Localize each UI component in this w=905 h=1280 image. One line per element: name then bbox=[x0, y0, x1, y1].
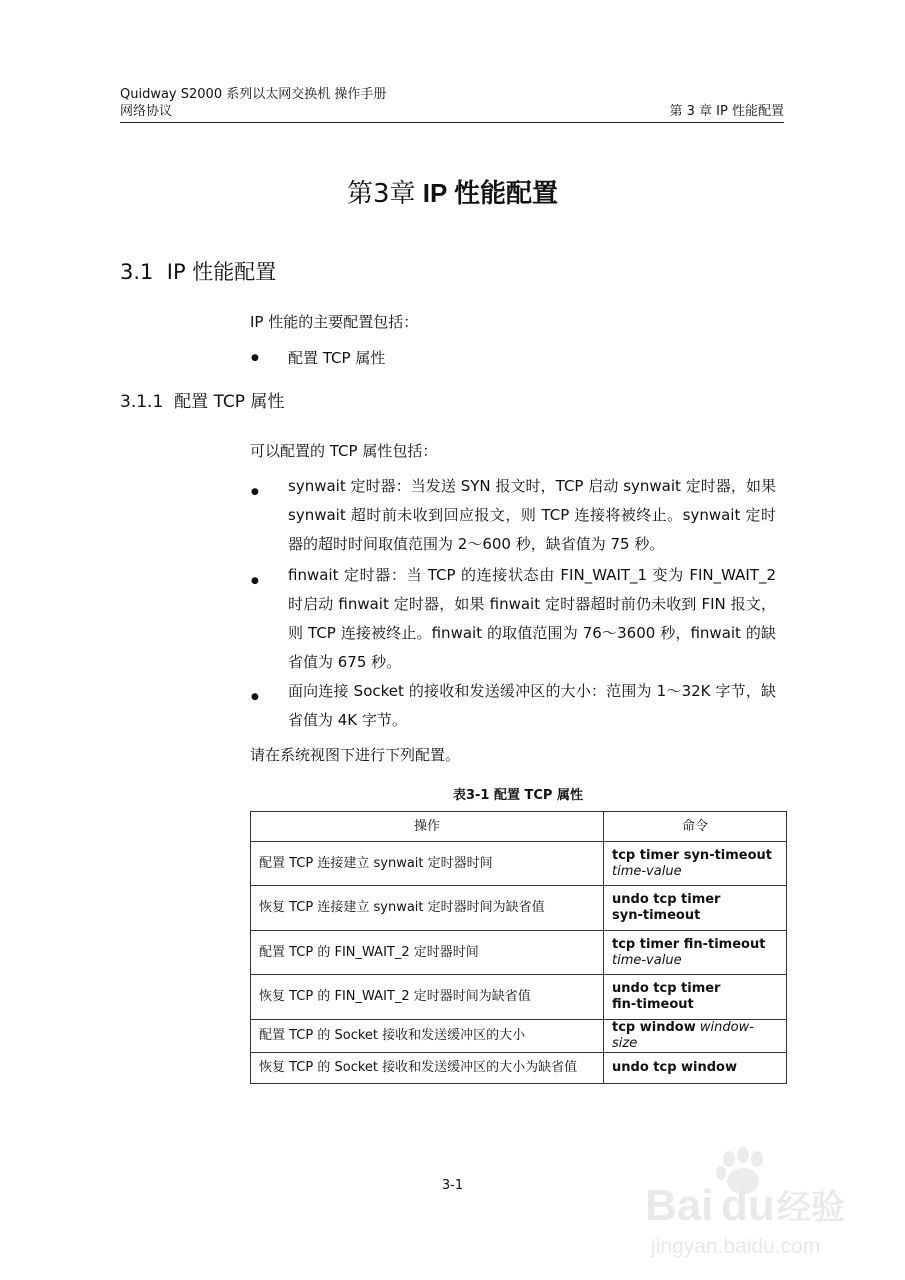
table-cell-operation: 恢复 TCP 的 FIN_WAIT_2 定时器时间为缺省值 bbox=[251, 975, 604, 1020]
tcp-intro-paragraph: 可以配置的 TCP 属性包括： bbox=[250, 442, 438, 460]
subsection-title: 配置 TCP 属性 bbox=[174, 392, 285, 412]
command-argument: time-value bbox=[612, 952, 682, 968]
config-table bbox=[250, 811, 787, 1084]
table-cell-command bbox=[604, 931, 787, 975]
bullet-icon: ● bbox=[251, 576, 259, 586]
svg-text:经验: 经验 bbox=[777, 1189, 845, 1227]
chapter-title-prefix: 第3章 bbox=[346, 179, 416, 209]
subsection-number: 3.1.1 bbox=[120, 392, 164, 412]
command-text: undo tcp timer bbox=[612, 892, 721, 907]
table-row bbox=[251, 886, 787, 931]
tcp-bullet-socket: 面向连接 Socket 的接收和发送缓冲区的大小：范围为 1～32K 字节，缺省值为 4K 字节。 bbox=[288, 682, 776, 729]
table-cell-command bbox=[604, 1020, 787, 1053]
page-number: 3-1 bbox=[441, 1178, 464, 1193]
table-cell-command bbox=[604, 886, 787, 931]
table-cell-command bbox=[604, 975, 787, 1020]
section-title: IP 性能配置 bbox=[166, 260, 277, 284]
bullet-icon: ● bbox=[251, 353, 259, 363]
chapter-title bbox=[0, 176, 905, 211]
baidu-jingyan-watermark-logo bbox=[637, 1145, 847, 1263]
table-header-row bbox=[251, 812, 787, 842]
command-text-continued: syn-timeout bbox=[612, 908, 701, 923]
command-text: undo tcp window bbox=[612, 1060, 737, 1075]
table-row bbox=[251, 931, 787, 975]
command-text: tcp timer fin-timeout bbox=[612, 936, 766, 952]
table-cell-command bbox=[604, 1053, 787, 1084]
table-cell-operation: 配置 TCP 连接建立 synwait 定时器时间 bbox=[251, 842, 604, 886]
header-chapter-name: 第 3 章 IP 性能配置 bbox=[669, 104, 784, 119]
svg-text:du: du bbox=[721, 1181, 775, 1230]
command-text: tcp window bbox=[612, 1020, 696, 1035]
table-row bbox=[251, 975, 787, 1020]
tcp-bullet-finwait: finwait 定时器：当 TCP 的连接状态由 FIN_WAIT_1 变为 FIN_WAIT_2 时启动 finwait 定时器，如果 finwait 定时器超时前仍未收到 FIN 报文，则 TCP 连接被终止。finwait 的取值范围为 76～3600 秒，finwait 的缺省值为 675 秒。 bbox=[288, 566, 776, 671]
table-cell-operation: 恢复 TCP 连接建立 synwait 定时器时间为缺省值 bbox=[251, 886, 604, 931]
table-row bbox=[251, 1020, 787, 1053]
header-rule bbox=[120, 122, 784, 123]
table-header-operation: 操作 bbox=[251, 812, 604, 842]
table-cell-operation: 恢复 TCP 的 Socket 接收和发送缓冲区的大小为缺省值 bbox=[251, 1053, 604, 1084]
table-cell-operation: 配置 TCP 的 Socket 接收和发送缓冲区的大小 bbox=[251, 1020, 604, 1053]
header-section-name: 网络协议 bbox=[120, 104, 173, 119]
table-caption: 表3-1 配置 TCP 属性 bbox=[452, 788, 583, 803]
bullet-icon: ● bbox=[251, 692, 259, 702]
table-cell-command bbox=[604, 842, 787, 886]
intro-bullet-item: 配置 TCP 属性 bbox=[288, 349, 386, 367]
svg-text:Bai: Bai bbox=[645, 1181, 714, 1230]
tcp-bullet-synwait: synwait 定时器：当发送 SYN 报文时，TCP 启动 synwait 定时器，如果 synwait 超时前未收到回应报文，则 TCP 连接将被终止。synwait 定时器的超时时间取值范围为 2～600 秒，缺省值为 75 秒。 bbox=[288, 477, 776, 553]
bullet-icon: ● bbox=[251, 487, 259, 497]
intro-paragraph: IP 性能的主要配置包括： bbox=[250, 313, 419, 331]
header-manual-title: Quidway S2000 系列以太网交换机 操作手册 bbox=[120, 87, 387, 102]
subsection-heading bbox=[120, 391, 284, 413]
table-header-command: 命令 bbox=[604, 812, 787, 842]
closing-paragraph: 请在系统视图下进行下列配置。 bbox=[250, 746, 461, 764]
table-cell-operation: 配置 TCP 的 FIN_WAIT_2 定时器时间 bbox=[251, 931, 604, 975]
section-heading bbox=[120, 258, 276, 286]
command-argument: window-size bbox=[612, 1020, 754, 1051]
table-row bbox=[251, 1053, 787, 1084]
command-text-continued: fin-timeout bbox=[612, 997, 694, 1012]
chapter-title-text: IP 性能配置 bbox=[422, 178, 559, 208]
command-argument: time-value bbox=[612, 863, 682, 879]
table-row bbox=[251, 842, 787, 886]
command-text: tcp timer syn-timeout bbox=[612, 847, 773, 863]
svg-text:jingyan.baidu.com: jingyan.baidu.com bbox=[651, 1235, 821, 1258]
section-number: 3.1 bbox=[120, 260, 154, 284]
command-text: undo tcp timer bbox=[612, 981, 721, 996]
